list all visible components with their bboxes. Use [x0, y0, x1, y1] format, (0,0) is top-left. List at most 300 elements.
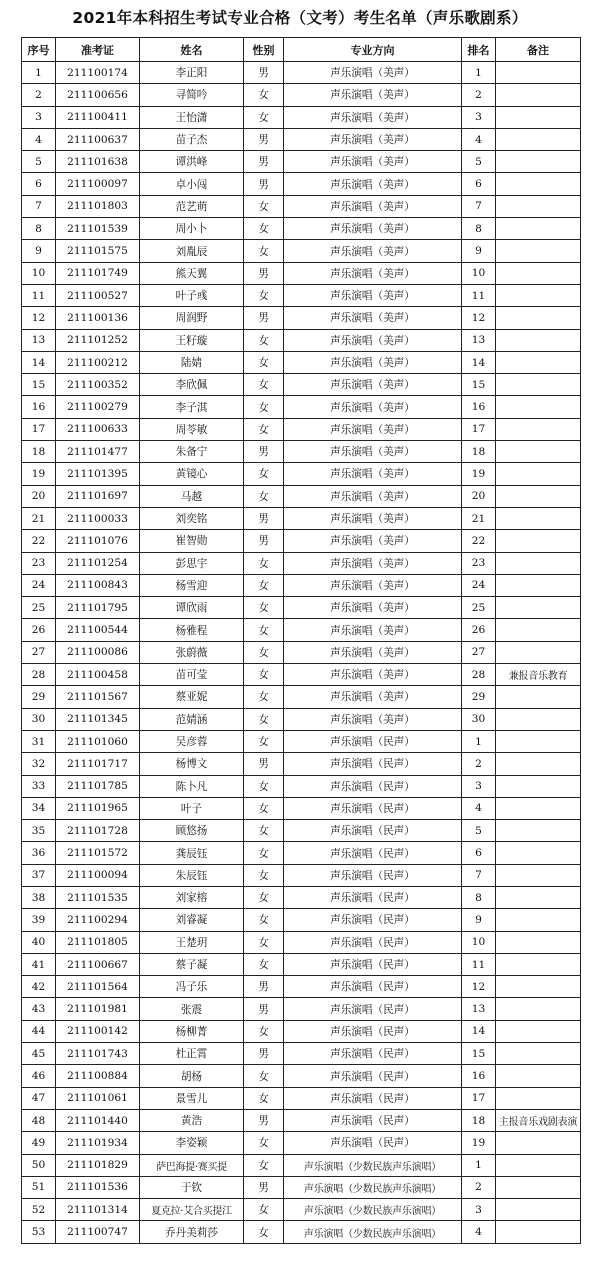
cell-major: 声乐演唱（美声） [284, 418, 462, 440]
cell-rank: 17 [462, 418, 496, 440]
cell-exam-id: 211100884 [56, 1065, 140, 1087]
cell-note [496, 106, 581, 128]
cell-major: 声乐演唱（民声） [284, 753, 462, 775]
header-gender: 性别 [244, 38, 284, 62]
cell-name: 朱备宁 [140, 441, 244, 463]
cell-gender: 女 [244, 708, 284, 730]
table-row [22, 686, 581, 708]
cell-gender: 女 [244, 864, 284, 886]
table-row [22, 374, 581, 396]
cell-exam-id: 211101252 [56, 329, 140, 351]
cell-name: 刘胤辰 [140, 240, 244, 262]
cell-major: 声乐演唱（民声） [284, 1109, 462, 1131]
cell-note [496, 931, 581, 953]
page-title: 2021年本科招生考试专业合格（文考）考生名单（声乐歌剧系） [72, 9, 528, 27]
cell-rank: 18 [462, 1109, 496, 1131]
cell-index: 11 [22, 284, 56, 306]
cell-name: 萨巴海提·赛买提 [140, 1154, 244, 1176]
cell-rank: 8 [462, 218, 496, 240]
table-row [22, 84, 581, 106]
cell-gender: 女 [244, 775, 284, 797]
cell-major: 声乐演唱（美声） [284, 284, 462, 306]
cell-index: 29 [22, 686, 56, 708]
cell-gender: 男 [244, 507, 284, 529]
cell-gender: 女 [244, 597, 284, 619]
cell-index: 52 [22, 1199, 56, 1221]
cell-rank: 16 [462, 1065, 496, 1087]
cell-gender: 女 [244, 842, 284, 864]
cell-name: 刘家榕 [140, 886, 244, 908]
cell-index: 47 [22, 1087, 56, 1109]
table-row [22, 753, 581, 775]
table-row [22, 864, 581, 886]
cell-name: 范艺萌 [140, 195, 244, 217]
cell-name: 彭思宇 [140, 552, 244, 574]
cell-exam-id: 211101749 [56, 262, 140, 284]
cell-index: 45 [22, 1043, 56, 1065]
table-row [22, 1087, 581, 1109]
cell-note [496, 552, 581, 574]
cell-note [496, 820, 581, 842]
cell-gender: 女 [244, 797, 284, 819]
cell-index: 24 [22, 574, 56, 596]
cell-exam-id: 211101314 [56, 1199, 140, 1221]
cell-major: 声乐演唱（美声） [284, 240, 462, 262]
cell-gender: 女 [244, 886, 284, 908]
cell-exam-id: 211101564 [56, 976, 140, 998]
cell-rank: 6 [462, 173, 496, 195]
cell-index: 49 [22, 1132, 56, 1154]
cell-note [496, 485, 581, 507]
cell-rank: 21 [462, 507, 496, 529]
cell-index: 1 [22, 62, 56, 84]
cell-name: 张震 [140, 998, 244, 1020]
cell-rank: 13 [462, 998, 496, 1020]
cell-gender: 女 [244, 1020, 284, 1042]
cell-index: 51 [22, 1176, 56, 1198]
cell-major: 声乐演唱（少数民族声乐演唱） [284, 1199, 462, 1221]
cell-rank: 14 [462, 351, 496, 373]
cell-rank: 5 [462, 820, 496, 842]
header-exam-id: 准考证 [56, 38, 140, 62]
cell-gender: 女 [244, 820, 284, 842]
cell-index: 21 [22, 507, 56, 529]
cell-name: 杨雅程 [140, 619, 244, 641]
cell-major: 声乐演唱（美声） [284, 396, 462, 418]
cell-major: 声乐演唱（美声） [284, 173, 462, 195]
table-body [22, 62, 581, 1244]
cell-major: 声乐演唱（美声） [284, 708, 462, 730]
cell-rank: 23 [462, 552, 496, 574]
cell-gender: 男 [244, 998, 284, 1020]
table-row [22, 240, 581, 262]
cell-major: 声乐演唱（美声） [284, 374, 462, 396]
cell-gender: 女 [244, 664, 284, 686]
cell-index: 32 [22, 753, 56, 775]
cell-index: 14 [22, 351, 56, 373]
cell-index: 28 [22, 664, 56, 686]
cell-gender: 女 [244, 552, 284, 574]
candidate-table [21, 37, 581, 1244]
table-row [22, 842, 581, 864]
cell-gender: 男 [244, 1109, 284, 1131]
cell-gender: 男 [244, 753, 284, 775]
table-row [22, 820, 581, 842]
cell-note [496, 1221, 581, 1243]
cell-exam-id: 211101254 [56, 552, 140, 574]
cell-index: 26 [22, 619, 56, 641]
cell-major: 声乐演唱（民声） [284, 820, 462, 842]
cell-major: 声乐演唱（美声） [284, 128, 462, 150]
cell-name: 蔡子凝 [140, 953, 244, 975]
cell-exam-id: 211101965 [56, 797, 140, 819]
cell-major: 声乐演唱（美声） [284, 195, 462, 217]
cell-index: 18 [22, 441, 56, 463]
cell-index: 20 [22, 485, 56, 507]
table-row [22, 619, 581, 641]
cell-gender: 女 [244, 641, 284, 663]
cell-note [496, 574, 581, 596]
cell-index: 15 [22, 374, 56, 396]
cell-note [496, 775, 581, 797]
cell-index: 7 [22, 195, 56, 217]
cell-name: 杨雪迎 [140, 574, 244, 596]
cell-name: 胡杨 [140, 1065, 244, 1087]
header-index: 序号 [22, 38, 56, 62]
cell-exam-id: 211100094 [56, 864, 140, 886]
cell-note [496, 307, 581, 329]
cell-major: 声乐演唱（少数民族声乐演唱） [284, 1154, 462, 1176]
cell-note [496, 641, 581, 663]
cell-name: 王楚玥 [140, 931, 244, 953]
cell-exam-id: 211100279 [56, 396, 140, 418]
table-row [22, 284, 581, 306]
cell-major: 声乐演唱（美声） [284, 619, 462, 641]
cell-note [496, 730, 581, 752]
table-header-row [22, 38, 581, 62]
cell-note [496, 1199, 581, 1221]
cell-major: 声乐演唱（美声） [284, 463, 462, 485]
cell-index: 53 [22, 1221, 56, 1243]
cell-major: 声乐演唱（民声） [284, 1043, 462, 1065]
cell-major: 声乐演唱（民声） [284, 775, 462, 797]
cell-major: 声乐演唱（少数民族声乐演唱） [284, 1176, 462, 1198]
cell-note [496, 1154, 581, 1176]
cell-name: 刘奕铭 [140, 507, 244, 529]
cell-name: 卓小闯 [140, 173, 244, 195]
cell-gender: 女 [244, 1132, 284, 1154]
cell-name: 冯子乐 [140, 976, 244, 998]
cell-rank: 28 [462, 664, 496, 686]
table-row [22, 307, 581, 329]
cell-rank: 7 [462, 195, 496, 217]
cell-note [496, 953, 581, 975]
cell-name: 叶子彧 [140, 284, 244, 306]
cell-name: 刘睿凝 [140, 909, 244, 931]
cell-rank: 1 [462, 730, 496, 752]
cell-major: 声乐演唱（美声） [284, 641, 462, 663]
cell-gender: 男 [244, 530, 284, 552]
table-row [22, 574, 581, 596]
header-name: 姓名 [140, 38, 244, 62]
table-row [22, 218, 581, 240]
cell-index: 48 [22, 1109, 56, 1131]
cell-index: 50 [22, 1154, 56, 1176]
cell-rank: 4 [462, 128, 496, 150]
cell-index: 16 [22, 396, 56, 418]
cell-exam-id: 211101803 [56, 195, 140, 217]
cell-rank: 7 [462, 864, 496, 886]
cell-index: 17 [22, 418, 56, 440]
cell-gender: 女 [244, 195, 284, 217]
cell-rank: 30 [462, 708, 496, 730]
table-row [22, 329, 581, 351]
cell-gender: 男 [244, 1176, 284, 1198]
cell-rank: 17 [462, 1087, 496, 1109]
cell-note [496, 976, 581, 998]
cell-gender: 男 [244, 262, 284, 284]
cell-major: 声乐演唱（民声） [284, 1087, 462, 1109]
table-row [22, 1065, 581, 1087]
cell-index: 34 [22, 797, 56, 819]
cell-index: 8 [22, 218, 56, 240]
cell-rank: 18 [462, 441, 496, 463]
cell-major: 声乐演唱（美声） [284, 351, 462, 373]
cell-gender: 女 [244, 953, 284, 975]
cell-exam-id: 211100656 [56, 84, 140, 106]
cell-index: 35 [22, 820, 56, 842]
cell-exam-id: 211101060 [56, 730, 140, 752]
table-row [22, 351, 581, 373]
table-row [22, 262, 581, 284]
cell-note [496, 262, 581, 284]
cell-major: 声乐演唱（美声） [284, 686, 462, 708]
cell-rank: 10 [462, 931, 496, 953]
table-row [22, 1221, 581, 1243]
header-note: 备注 [496, 38, 581, 62]
header-rank: 排名 [462, 38, 496, 62]
cell-index: 46 [22, 1065, 56, 1087]
cell-gender: 女 [244, 619, 284, 641]
cell-major: 声乐演唱（民声） [284, 953, 462, 975]
cell-note: 兼报音乐教育 [496, 664, 581, 686]
cell-note [496, 1020, 581, 1042]
cell-rank: 5 [462, 151, 496, 173]
cell-rank: 27 [462, 641, 496, 663]
cell-note [496, 62, 581, 84]
cell-note [496, 686, 581, 708]
cell-gender: 女 [244, 1087, 284, 1109]
cell-name: 周苓敏 [140, 418, 244, 440]
cell-major: 声乐演唱（美声） [284, 307, 462, 329]
cell-name: 杜正霄 [140, 1043, 244, 1065]
cell-exam-id: 211100458 [56, 664, 140, 686]
cell-gender: 女 [244, 485, 284, 507]
cell-note [496, 441, 581, 463]
cell-name: 蔡亚妮 [140, 686, 244, 708]
cell-note [496, 128, 581, 150]
cell-name: 谭欣雨 [140, 597, 244, 619]
cell-rank: 11 [462, 953, 496, 975]
table-row [22, 1043, 581, 1065]
cell-rank: 3 [462, 775, 496, 797]
cell-index: 33 [22, 775, 56, 797]
table-row [22, 552, 581, 574]
cell-exam-id: 211100843 [56, 574, 140, 596]
table-row [22, 976, 581, 998]
cell-major: 声乐演唱（美声） [284, 262, 462, 284]
cell-name: 黄镜心 [140, 463, 244, 485]
table-row [22, 195, 581, 217]
cell-exam-id: 211100174 [56, 62, 140, 84]
cell-note [496, 151, 581, 173]
table-row [22, 1199, 581, 1221]
cell-index: 37 [22, 864, 56, 886]
cell-gender: 女 [244, 574, 284, 596]
cell-exam-id: 211100294 [56, 909, 140, 931]
cell-note [496, 418, 581, 440]
table-row [22, 530, 581, 552]
cell-exam-id: 211101795 [56, 597, 140, 619]
cell-major: 声乐演唱（民声） [284, 998, 462, 1020]
cell-gender: 女 [244, 240, 284, 262]
cell-index: 36 [22, 842, 56, 864]
cell-rank: 2 [462, 753, 496, 775]
cell-exam-id: 211101536 [56, 1176, 140, 1198]
cell-exam-id: 211101743 [56, 1043, 140, 1065]
cell-rank: 22 [462, 530, 496, 552]
cell-name: 崔智勋 [140, 530, 244, 552]
cell-note [496, 507, 581, 529]
cell-index: 39 [22, 909, 56, 931]
cell-rank: 3 [462, 1199, 496, 1221]
table-row [22, 128, 581, 150]
cell-exam-id: 211100142 [56, 1020, 140, 1042]
cell-major: 声乐演唱（美声） [284, 329, 462, 351]
cell-index: 4 [22, 128, 56, 150]
cell-exam-id: 211101981 [56, 998, 140, 1020]
table-row [22, 1154, 581, 1176]
cell-name: 苗子杰 [140, 128, 244, 150]
cell-exam-id: 211101535 [56, 886, 140, 908]
cell-note [496, 1043, 581, 1065]
cell-index: 19 [22, 463, 56, 485]
cell-note [496, 84, 581, 106]
cell-name: 苗可莹 [140, 664, 244, 686]
cell-index: 42 [22, 976, 56, 998]
cell-major: 声乐演唱（美声） [284, 485, 462, 507]
cell-rank: 8 [462, 886, 496, 908]
cell-name: 龚辰钰 [140, 842, 244, 864]
table-row [22, 1176, 581, 1198]
cell-note [496, 195, 581, 217]
cell-rank: 20 [462, 485, 496, 507]
cell-gender: 女 [244, 1199, 284, 1221]
cell-exam-id: 211101575 [56, 240, 140, 262]
cell-index: 10 [22, 262, 56, 284]
table-row [22, 998, 581, 1020]
cell-index: 5 [22, 151, 56, 173]
cell-gender: 女 [244, 1065, 284, 1087]
table-row [22, 641, 581, 663]
cell-note [496, 284, 581, 306]
cell-rank: 16 [462, 396, 496, 418]
cell-name: 夏克拉·艾合买提江 [140, 1199, 244, 1221]
cell-note [496, 351, 581, 373]
cell-note [496, 530, 581, 552]
cell-exam-id: 211100033 [56, 507, 140, 529]
cell-name: 朱辰钰 [140, 864, 244, 886]
cell-exam-id: 211101061 [56, 1087, 140, 1109]
cell-index: 12 [22, 307, 56, 329]
cell-rank: 2 [462, 84, 496, 106]
cell-gender: 女 [244, 1154, 284, 1176]
cell-name: 周小卜 [140, 218, 244, 240]
cell-note [496, 1087, 581, 1109]
table-row [22, 730, 581, 752]
cell-exam-id: 211101638 [56, 151, 140, 173]
cell-major: 声乐演唱（民声） [284, 842, 462, 864]
cell-index: 27 [22, 641, 56, 663]
cell-note [496, 619, 581, 641]
cell-exam-id: 211100747 [56, 1221, 140, 1243]
cell-major: 声乐演唱（民声） [284, 1065, 462, 1087]
cell-exam-id: 211100637 [56, 128, 140, 150]
cell-major: 声乐演唱（民声） [284, 730, 462, 752]
cell-rank: 14 [462, 1020, 496, 1042]
cell-gender: 男 [244, 62, 284, 84]
cell-gender: 男 [244, 151, 284, 173]
cell-exam-id: 211100633 [56, 418, 140, 440]
cell-rank: 1 [462, 1154, 496, 1176]
cell-gender: 男 [244, 441, 284, 463]
cell-note [496, 886, 581, 908]
cell-rank: 24 [462, 574, 496, 596]
cell-exam-id: 211101717 [56, 753, 140, 775]
cell-rank: 4 [462, 1221, 496, 1243]
cell-gender: 女 [244, 329, 284, 351]
cell-note [496, 463, 581, 485]
cell-rank: 3 [462, 106, 496, 128]
table-row [22, 173, 581, 195]
cell-index: 30 [22, 708, 56, 730]
cell-major: 声乐演唱（民声） [284, 931, 462, 953]
table-row [22, 396, 581, 418]
cell-exam-id: 211100544 [56, 619, 140, 641]
table-row [22, 1020, 581, 1042]
cell-rank: 15 [462, 1043, 496, 1065]
cell-index: 31 [22, 730, 56, 752]
cell-exam-id: 211100086 [56, 641, 140, 663]
table-row [22, 151, 581, 173]
cell-exam-id: 211101076 [56, 530, 140, 552]
cell-major: 声乐演唱（美声） [284, 106, 462, 128]
table-row [22, 909, 581, 931]
cell-note [496, 1132, 581, 1154]
cell-exam-id: 211101805 [56, 931, 140, 953]
cell-note [496, 864, 581, 886]
cell-gender: 女 [244, 218, 284, 240]
table-row [22, 106, 581, 128]
cell-rank: 2 [462, 1176, 496, 1198]
cell-gender: 女 [244, 686, 284, 708]
cell-index: 44 [22, 1020, 56, 1042]
cell-note [496, 1176, 581, 1198]
table-row [22, 1109, 581, 1131]
cell-major: 声乐演唱（美声） [284, 597, 462, 619]
cell-note [496, 396, 581, 418]
cell-gender: 女 [244, 931, 284, 953]
